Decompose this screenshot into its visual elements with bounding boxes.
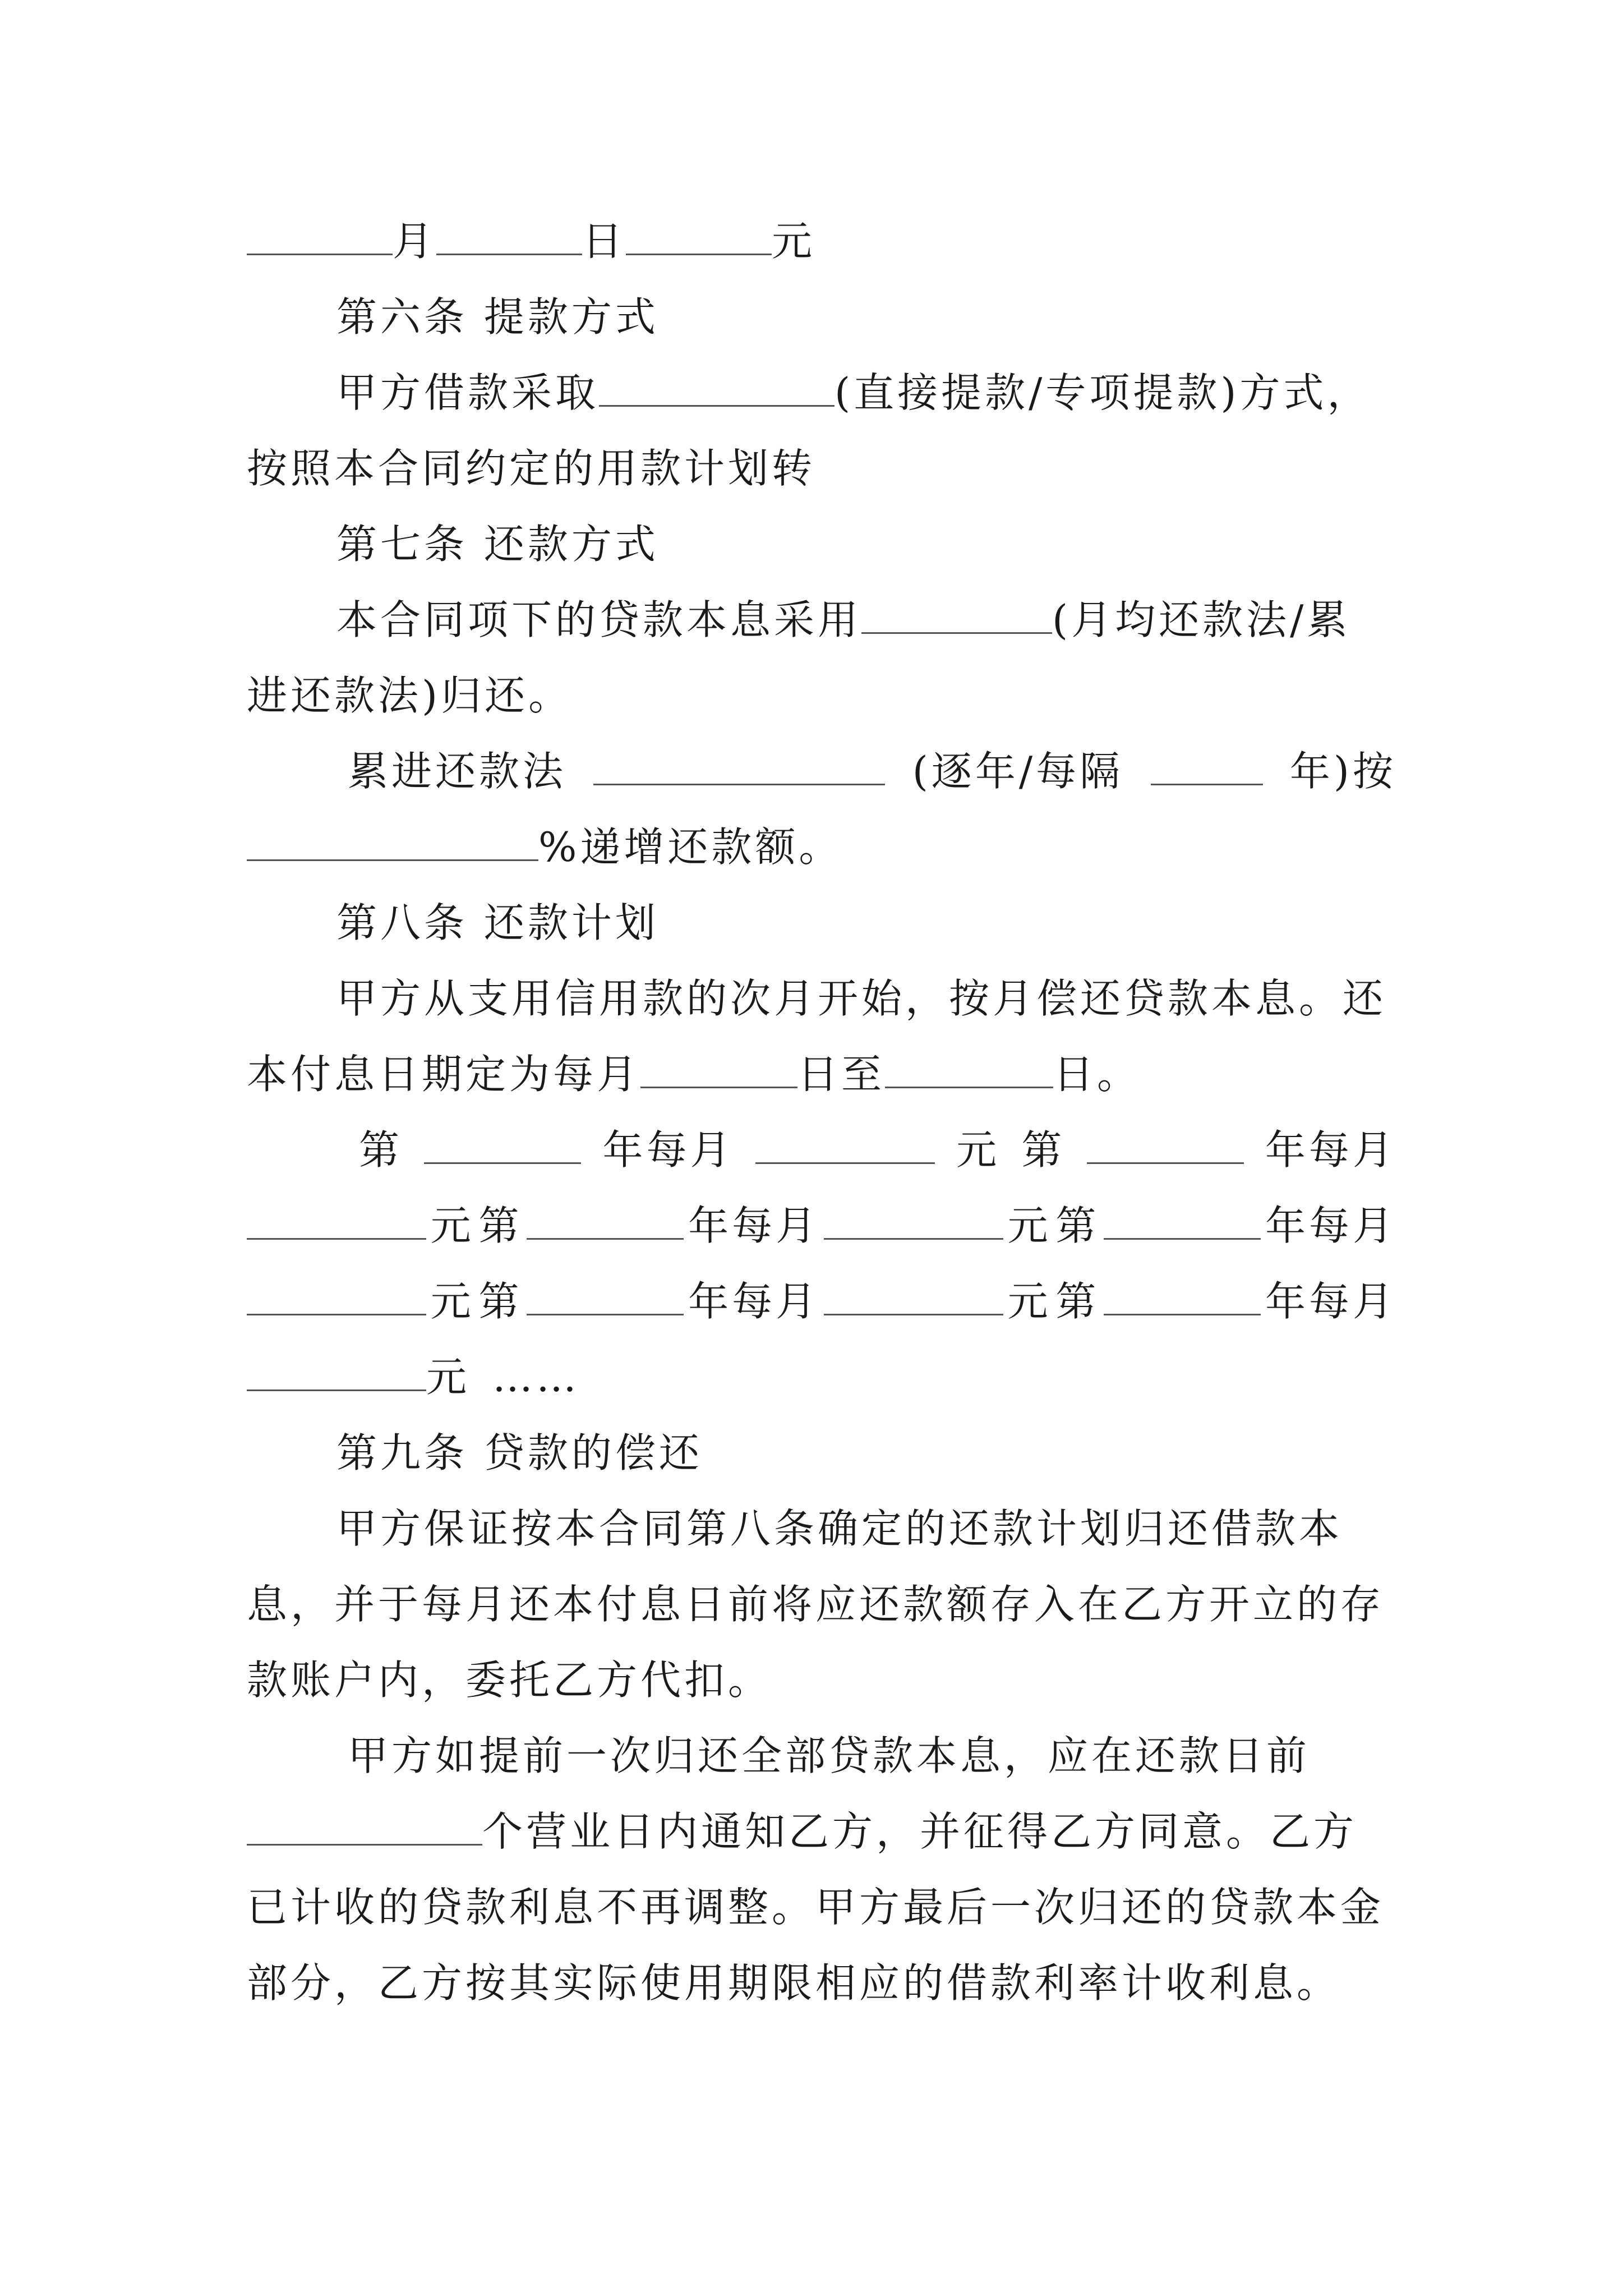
- blank-field: [1087, 1123, 1244, 1164]
- article-7-paragraph-2-line-1: [348, 743, 1396, 799]
- article-7-paragraph-line-2: 进还款法)归还。: [247, 672, 573, 719]
- blank-field: [247, 1350, 426, 1391]
- blank-field: [599, 366, 834, 407]
- schedule-text: 元: [1007, 1278, 1052, 1325]
- paragraph-text: 年)按: [1289, 748, 1396, 795]
- paragraph-text: %递增还款额。: [538, 823, 843, 871]
- blank-field: [824, 1274, 1003, 1315]
- schedule-text: 元: [430, 1278, 474, 1325]
- article-7-paragraph-2-line-2: [247, 819, 1396, 875]
- blank-field: [424, 1123, 581, 1164]
- schedule-line-3: [247, 1273, 1396, 1329]
- blank-field: [640, 1047, 797, 1088]
- blank-field: [885, 1047, 1053, 1088]
- article-8-paragraph-line-1: 甲方从支用信用款的次月开始，按月偿还贷款本息。还: [336, 975, 1387, 1022]
- article-9-paragraph-2-line-3: 已计收的贷款利息不再调整。甲方最后一次归还的贷款本金: [247, 1884, 1385, 1931]
- schedule-text: 第: [1055, 1202, 1100, 1249]
- blank-field: [593, 744, 885, 785]
- paragraph-text: 本付息日期定为每月: [247, 1051, 641, 1098]
- schedule-text: 年每月: [1265, 1278, 1396, 1325]
- ellipsis: ……: [492, 1354, 580, 1401]
- schedule-text: 第: [359, 1126, 403, 1174]
- date-amount-line: [247, 213, 1396, 269]
- day-label: 日: [582, 218, 626, 265]
- blank-field: [1104, 1274, 1261, 1315]
- schedule-text: 第: [478, 1202, 523, 1249]
- paragraph-text: 日至: [797, 1051, 886, 1098]
- paragraph-text: (直接提款/专项提款)方式，: [834, 369, 1371, 416]
- blank-field: [247, 1199, 426, 1240]
- schedule-line-1: [359, 1122, 1396, 1178]
- schedule-text: 元: [1007, 1202, 1052, 1249]
- blank-field: [527, 1199, 684, 1240]
- article-6-paragraph-line-1: [336, 365, 1396, 421]
- blank-field: [247, 1274, 426, 1315]
- schedule-text: 元: [430, 1202, 474, 1249]
- schedule-line-2: [247, 1198, 1396, 1254]
- schedule-text: 年每月: [602, 1126, 734, 1174]
- paragraph-text: (月均还款法/累: [1052, 596, 1351, 643]
- schedule-text: 元: [956, 1126, 1000, 1174]
- blank-field: [247, 214, 393, 255]
- schedule-line-4: [247, 1349, 1396, 1405]
- paragraph-text: 甲方借款采取: [336, 369, 600, 416]
- article-7-paragraph-line-1: [336, 592, 1396, 648]
- blank-field: [755, 1123, 935, 1164]
- month-label: 月: [393, 218, 437, 265]
- article-9-paragraph-2-line-1: 甲方如提前一次归还全部贷款本息，应在还款日前: [348, 1732, 1311, 1779]
- article-9-heading: 第九条 贷款的偿还: [336, 1429, 703, 1476]
- article-9-paragraph-2-line-4: 部分，乙方按其实际使用期限相应的借款利率计收利息。: [247, 1959, 1341, 2007]
- paragraph-text: 个营业日内通知乙方，并征得乙方同意。乙方: [482, 1808, 1358, 1855]
- schedule-text: 年每月: [688, 1202, 820, 1249]
- schedule-text: 年每月: [1265, 1202, 1396, 1249]
- blank-field: [626, 214, 772, 255]
- paragraph-text: 日。: [1053, 1051, 1141, 1098]
- blank-field: [527, 1274, 684, 1315]
- article-8-paragraph-line-2: [247, 1046, 1396, 1102]
- article-8-heading: 第八条 还款计划: [336, 899, 659, 946]
- schedule-text: 第: [478, 1278, 523, 1325]
- blank-field: [247, 1805, 482, 1846]
- paragraph-text: 本合同项下的贷款本息采用: [336, 596, 862, 643]
- article-6-paragraph-line-2: 按照本合同约定的用款计划转: [247, 445, 816, 492]
- schedule-text: 第: [1021, 1126, 1066, 1174]
- article-6-heading: 第六条 提款方式: [336, 293, 659, 341]
- blank-field: [861, 593, 1052, 634]
- article-9-paragraph-line-3: 款账户内，委托乙方代扣。: [247, 1657, 772, 1704]
- schedule-text: 年每月: [1265, 1126, 1396, 1174]
- paragraph-text: 累进还款法: [348, 748, 567, 795]
- blank-field: [1151, 744, 1263, 785]
- article-7-heading: 第七条 还款方式: [336, 521, 659, 568]
- blank-field: [436, 214, 582, 255]
- blank-field: [247, 820, 538, 861]
- blank-field: [824, 1199, 1003, 1240]
- article-9-paragraph-line-1: 甲方保证按本合同第八条确定的还款计划归还借款本: [336, 1505, 1343, 1552]
- schedule-text: 第: [1055, 1278, 1100, 1325]
- blank-field: [1104, 1199, 1261, 1240]
- schedule-text: 年每月: [688, 1278, 820, 1325]
- paragraph-text: (逐年/每隔: [912, 748, 1124, 795]
- article-9-paragraph-2-line-2: [247, 1803, 1396, 1860]
- article-9-paragraph-line-2: 息，并于每月还本付息日前将应还款额存入在乙方开立的存: [247, 1581, 1385, 1628]
- schedule-text: 元: [426, 1354, 471, 1401]
- yuan-label: 元: [772, 218, 816, 265]
